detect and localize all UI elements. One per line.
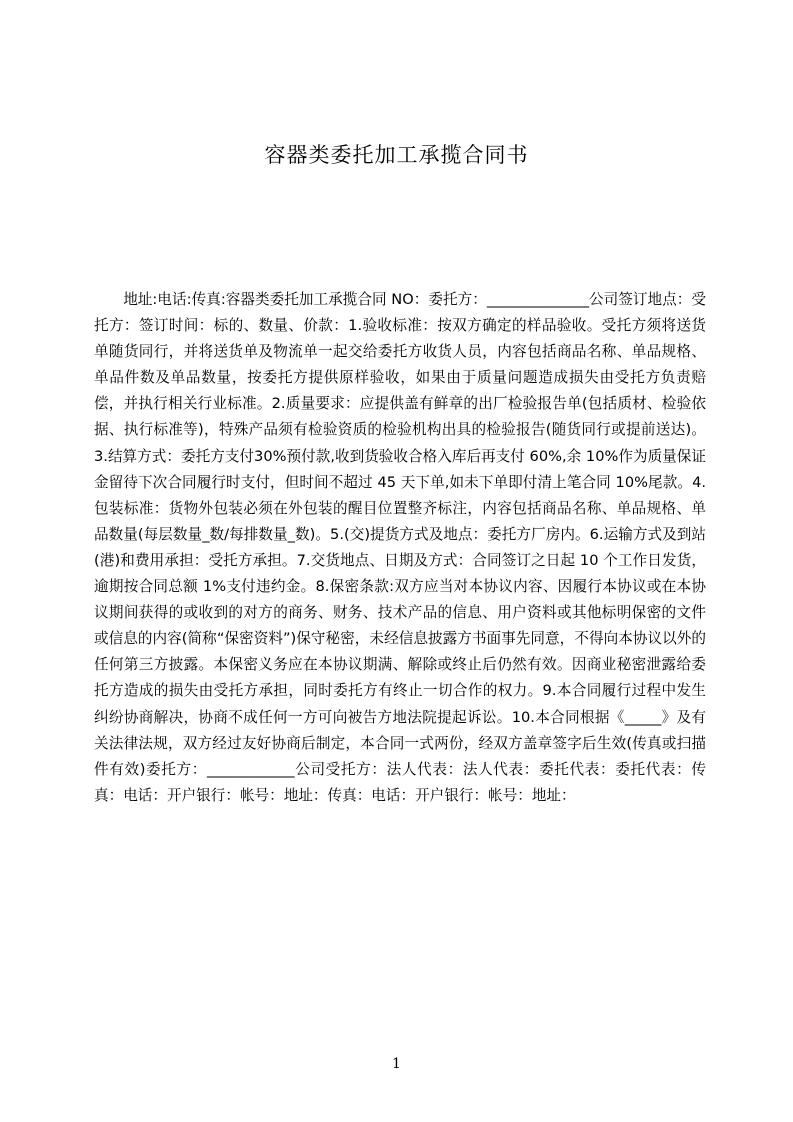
contract-body-paragraph: 地址:电话:传真:容器类委托加工承揽合同 NO：委托方：______________公司签订地点：受托方：签订时间：标的、数量、价款：1.验收标准：按双方确定的样品验收。受托方须将送货单随货同行，并将送货单及物流单一起交给委托方收货人员，内容包括商品名称、单品规格、单品件数及单品数量，按委托方提供原样验收，如果由于质量问题造成损失由受托方负责赔偿，并执行相关行业标准。2.质量要求：应提供盖有鲜章的出厂检验报告单(包括质材、检验依据、执行标准等)，特殊产品须有检验资质的检验机构出具的检验报告(随货同行或提前送达)。3.结算方式：委托方支付30%预付款,收到货验收合格入库后再支付 60%,余 10%作为质量保证金留待下次合同履行时支付，但时间不超过 45 天下单,如未下单即付清上笔合同 10%尾款。4.包装标准：货物外包装必须在外包装的醒目位置整齐标注，内容包括商品名称、单品规格、单品数量(每层数量_数/每排数量_数)。5.(交)提货方式及地点：委托方厂房内。6.运输方式及到站(港)和费用承担：受托方承担。7.交货地点、日期及方式：合同签订之日起 10 个工作日发货，逾期按合同总额 1%支付违约金。8.保密条款:双方应当对本协议内容、因履行本协议或在本协议期间获得的或收到的对方的商务、财务、技术产品的信息、用户资料或其他标明保密的文件或信息的内容(简称“保密资料”)保守秘密，未经信息披露方书面事先同意，不得向本协议以外的任何第三方披露。本保密义务应在本协议期满、解除或终止后仍然有效。因商业秘密泄露给委托方造成的损失由受托方承担，同时委托方有终止一切合作的权力。9.本合同履行过程中发生纠纷协商解决，协商不成任何一方可向被告方地法院提起诉讼。10.本合同根据《_____》及有关法律法规，双方经过友好协商后制定，本合同一式两份，经双方盖章签字后生效(传真或扫描件有效)委托方：____________公司受托方：法人代表：法人代表：委托代表：委托代表：传真：电话：开户银行：帐号：地址：传真：电话：开户银行：帐号：地址： — [94, 291, 706, 804]
document-title: 容器类委托加工承揽合同书 — [264, 143, 529, 167]
page-number: 1 — [392, 1056, 401, 1072]
